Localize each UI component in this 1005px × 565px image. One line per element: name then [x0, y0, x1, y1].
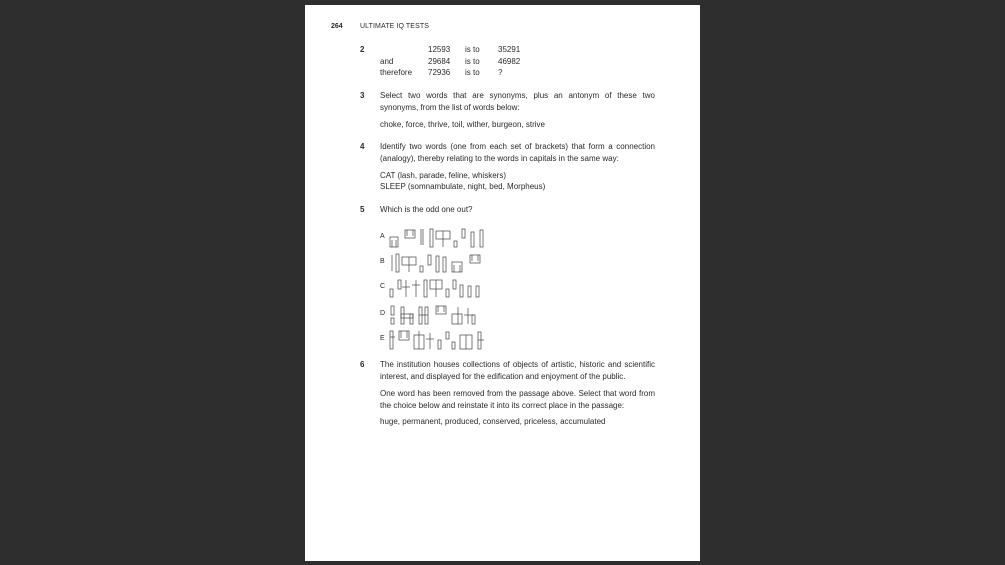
page-number: 264 [331, 23, 343, 30]
q2-row2-lead: and [380, 57, 394, 66]
option-d-label: D [380, 310, 386, 317]
q2-row2-value: 29684 [428, 57, 451, 66]
question-4-number: 4 [360, 142, 365, 151]
option-c-figure-row[interactable] [380, 277, 500, 299]
q2-row3-lead: therefore [380, 68, 413, 77]
option-e-label: E [380, 335, 385, 342]
q2-row3-result: ? [498, 68, 503, 77]
question-6-choices: huge, permanent, produced, conserved, priceless, accumulated [380, 417, 606, 426]
question-3-words: choke, force, thrive, toil, wither, burgeon, strive [380, 120, 545, 129]
question-4-prompt: Identify two words (one from each set of brackets) that form a connection (analogy), thereby relating to the words in capitals in the same way: [380, 142, 655, 163]
q2-row1-result: 35291 [498, 45, 521, 54]
running-title: ULTIMATE IQ TESTS [360, 23, 429, 30]
option-b-figures [388, 252, 498, 274]
question-5-number: 5 [360, 205, 365, 214]
question-4-line-2: SLEEP (somnambulate, night, bed, Morpheus) [380, 182, 546, 191]
question-3-number: 3 [360, 91, 365, 100]
question-6-passage: The institution houses collections of objects of artistic, historic and scientific interest, and displayed for the edification and enjoyment of the public. [380, 360, 655, 381]
q2-row1-relation: is to [465, 45, 480, 54]
option-c-figures [388, 277, 498, 299]
option-c-label: C [380, 283, 386, 290]
option-e-figure-row[interactable] [380, 329, 500, 351]
question-2-number: 2 [360, 45, 365, 54]
q2-row2-result: 46982 [498, 57, 521, 66]
option-a-label: A [380, 233, 385, 240]
q2-row1-value: 12593 [428, 45, 451, 54]
q2-row2-relation: is to [465, 57, 480, 66]
book-page [305, 5, 700, 561]
option-e-figures [388, 329, 498, 351]
q2-row3-relation: is to [465, 68, 480, 77]
question-6-number: 6 [360, 360, 365, 369]
q2-row3-value: 72936 [428, 68, 451, 77]
question-6-instruction: One word has been removed from the passage above. Select that word from the choice below and reinstate it into its correct place in the passage: [380, 389, 655, 410]
question-3-prompt: Select two words that are synonyms, plus an antonym of these two synonyms, from the list of words below: [380, 91, 655, 112]
option-d-figure-row[interactable] [380, 304, 500, 326]
question-4-line-1: CAT (lash, parade, feline, whiskers) [380, 171, 506, 180]
question-5-prompt: Which is the odd one out? [380, 205, 473, 214]
option-a-figure-row[interactable] [380, 227, 500, 249]
option-b-label: B [380, 258, 385, 265]
option-b-figure-row[interactable] [380, 252, 500, 274]
option-d-figures [388, 304, 498, 326]
option-a-figures [388, 227, 498, 249]
